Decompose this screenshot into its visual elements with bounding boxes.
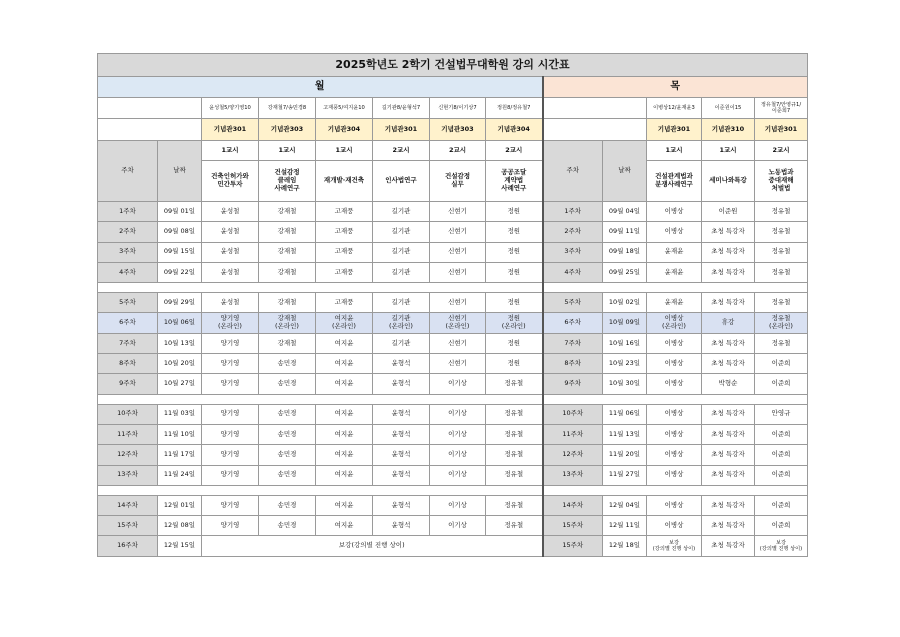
week-row	[98, 465, 808, 485]
thu-instructor: 이준희	[755, 354, 808, 374]
mon-subject: 건설감정 클레임 사례연구	[259, 161, 316, 202]
thu-instructor: 이병상	[647, 516, 702, 536]
thu-week: 15주차	[543, 516, 603, 536]
mon-instructor: 정원	[486, 262, 543, 282]
mon-week: 9주차	[98, 374, 158, 394]
week-row	[98, 202, 808, 222]
mon-instructor: 정원	[486, 222, 543, 242]
mon-instructor: 신현기 (온라인)	[430, 313, 486, 333]
mon-instructor: 고재풍	[316, 222, 373, 242]
thu-instructor: 정유철	[755, 293, 808, 313]
mon-instructor: 송민경	[259, 404, 316, 424]
thu-instructor: 이병상	[647, 465, 702, 485]
mon-date: 09월 22일	[158, 262, 202, 282]
thu-date: 11월 20일	[603, 445, 647, 465]
mon-period: 2교시	[486, 141, 543, 161]
thu-instructor: 이병상	[647, 333, 702, 353]
mon-instructor: 양기영	[202, 424, 259, 444]
mon-week: 2주차	[98, 222, 158, 242]
week-row	[98, 354, 808, 374]
mon-date: 09월 29일	[158, 293, 202, 313]
mon-instructor: 길기관	[373, 242, 430, 262]
blank-cell	[98, 119, 202, 141]
thu-instructor: 이병상	[647, 424, 702, 444]
mon-instructor: 길기관	[373, 293, 430, 313]
week-row	[98, 445, 808, 465]
mon-instructor: 신현기	[430, 202, 486, 222]
mon-instructor: 송민경	[259, 374, 316, 394]
mon-week: 1주차	[98, 202, 158, 222]
thu-professors: 정유철7/안영규1/ 이준희7	[755, 98, 808, 119]
mon-week: 7주차	[98, 333, 158, 353]
mon-instructor: 윤성철	[202, 242, 259, 262]
thu-instructor: 이준희	[755, 445, 808, 465]
mon-room: 기념관304	[486, 119, 543, 141]
mon-instructor: 송민경	[259, 495, 316, 515]
mon-instructor: 정유철	[486, 424, 543, 444]
mon-week: 4주차	[98, 262, 158, 282]
thu-week: 2주차	[543, 222, 603, 242]
mon-instructor: 정유철	[486, 465, 543, 485]
mon-date: 12월 01일	[158, 495, 202, 515]
mon-instructor: 길기관	[373, 202, 430, 222]
mon-instructor: 신현기	[430, 222, 486, 242]
mon-week: 13주차	[98, 465, 158, 485]
mon-instructor: 신현기	[430, 242, 486, 262]
thu-instructor: 이준희	[755, 516, 808, 536]
mon-instructor: 윤형석	[373, 374, 430, 394]
spacer	[98, 283, 543, 293]
spacer	[98, 485, 543, 495]
thu-period: 1교시	[702, 141, 755, 161]
thu-instructor: 이준희	[755, 465, 808, 485]
mon-period: 1교시	[259, 141, 316, 161]
thu-instructor: 초청 특강자	[702, 495, 755, 515]
week-row	[98, 333, 808, 353]
mon-instructor: 고재풍	[316, 293, 373, 313]
spacer	[543, 283, 808, 293]
mon-date: 12월 15일	[158, 536, 202, 556]
thu-subject: 세미나와특강	[702, 161, 755, 202]
thu-professors: 이병상12/윤재윤3	[647, 98, 702, 119]
mon-instructor: 여지윤	[316, 333, 373, 353]
mon-instructor: 이기상	[430, 445, 486, 465]
mon-subject: 인사법연구	[373, 161, 430, 202]
mon-week: 15주차	[98, 516, 158, 536]
week-row-online	[98, 313, 808, 333]
thu-week: 5주차	[543, 293, 603, 313]
title-row	[98, 54, 808, 77]
mon-subject: 공공조달 계약법 사례연구	[486, 161, 543, 202]
thu-date: 09월 18일	[603, 242, 647, 262]
mon-date: 09월 08일	[158, 222, 202, 242]
thu-week: 10주차	[543, 404, 603, 424]
thu-instructor: 정유철	[755, 242, 808, 262]
spacer	[98, 394, 543, 404]
thu-period: 1교시	[647, 141, 702, 161]
thu-date: 10월 16일	[603, 333, 647, 353]
mon-professors: 고재풍5/여지윤10	[316, 98, 373, 119]
thu-date: 11월 06일	[603, 404, 647, 424]
thu-subject: 노동법과 중대재해 처벌법	[755, 161, 808, 202]
mon-instructor: 정원	[486, 293, 543, 313]
mon-instructor: 강재철	[259, 222, 316, 242]
thu-week: 7주차	[543, 333, 603, 353]
mon-instructor: 고재풍	[316, 242, 373, 262]
mon-instructor: 양기영	[202, 354, 259, 374]
spacer-row	[98, 394, 808, 404]
mon-instructor: 정원	[486, 333, 543, 353]
thu-date: 10월 09일	[603, 313, 647, 333]
mon-instructor: 강재철	[259, 293, 316, 313]
mon-instructor: 이기상	[430, 374, 486, 394]
mon-instructor: 강재철	[259, 242, 316, 262]
thu-date: 10월 02일	[603, 293, 647, 313]
mon-instructor: 송민경	[259, 354, 316, 374]
thu-professors: 이준원이15	[702, 98, 755, 119]
mon-date: 12월 08일	[158, 516, 202, 536]
mon-period: 1교시	[316, 141, 373, 161]
thu-instructor: 이병상	[647, 354, 702, 374]
mon-period: 1교시	[202, 141, 259, 161]
thu-subject: 건설관계법과 분쟁사례연구	[647, 161, 702, 202]
thu-period: 2교시	[755, 141, 808, 161]
mon-instructor: 윤성철	[202, 293, 259, 313]
mon-instructor: 신현기	[430, 262, 486, 282]
mon-instructor: 윤성철	[202, 222, 259, 242]
week-header: 주차	[98, 141, 158, 202]
blank-cell	[543, 98, 647, 119]
mon-professors: 윤성철5/양기영10	[202, 98, 259, 119]
blank-cell	[543, 119, 647, 141]
mon-instructor: 송민경	[259, 445, 316, 465]
mon-week: 12주차	[98, 445, 158, 465]
thu-week: 8주차	[543, 354, 603, 374]
thu-instructor: 이병상	[647, 495, 702, 515]
thu-room: 기념관301	[647, 119, 702, 141]
mon-instructor: 윤형석	[373, 445, 430, 465]
day-monday: 월	[98, 77, 543, 98]
mon-date: 11월 24일	[158, 465, 202, 485]
mon-week: 11주차	[98, 424, 158, 444]
mon-instructor: 양기영	[202, 465, 259, 485]
spacer-row	[98, 485, 808, 495]
thu-week: 12주차	[543, 445, 603, 465]
timetable	[97, 53, 808, 557]
thu-instructor: 초청 특강자	[702, 354, 755, 374]
mon-period: 2교시	[373, 141, 430, 161]
mon-week: 10주차	[98, 404, 158, 424]
room-row	[98, 119, 808, 141]
thu-date: 09월 11일	[603, 222, 647, 242]
page-title: 2025학년도 2학기 건설법무대학원 강의 시간표	[98, 54, 808, 77]
week-row	[98, 516, 808, 536]
mon-instructor: 윤성철	[202, 262, 259, 282]
mon-week: 14주차	[98, 495, 158, 515]
mon-room: 기념관303	[259, 119, 316, 141]
mon-subject: 건축인허가와 민간투자	[202, 161, 259, 202]
mon-instructor: 여지윤	[316, 404, 373, 424]
mon-instructor: 이기상	[430, 424, 486, 444]
week-row	[98, 404, 808, 424]
mon-instructor: 이기상	[430, 516, 486, 536]
thu-week: 14주차	[543, 495, 603, 515]
thu-instructor: 초청 특강자	[702, 536, 755, 556]
thu-instructor: 이병상	[647, 404, 702, 424]
thu-instructor: 초청 특강자	[702, 293, 755, 313]
mon-professors: 강재철7/송민경8	[259, 98, 316, 119]
thu-date: 12월 11일	[603, 516, 647, 536]
mon-professors: 정원8/정유철7	[486, 98, 543, 119]
thu-instructor: 윤재윤	[647, 293, 702, 313]
mon-instructor: 여지윤	[316, 516, 373, 536]
mon-instructor: 송민경	[259, 516, 316, 536]
thu-instructor: 윤재윤	[647, 242, 702, 262]
mon-week: 5주차	[98, 293, 158, 313]
spacer	[543, 485, 808, 495]
mon-date: 11월 10일	[158, 424, 202, 444]
mon-instructor: 이기상	[430, 495, 486, 515]
mon-instructor: 정원 (온라인)	[486, 313, 543, 333]
thu-instructor: 윤재윤	[647, 262, 702, 282]
thu-instructor: 이준원	[702, 202, 755, 222]
thu-instructor: 정유철	[755, 262, 808, 282]
mon-date: 09월 15일	[158, 242, 202, 262]
thu-instructor: 초청 특강자	[702, 516, 755, 536]
mon-room: 기념관304	[316, 119, 373, 141]
mon-professors: 신현기8/이기상7	[430, 98, 486, 119]
thu-instructor: 이병상	[647, 222, 702, 242]
mon-instructor: 정원	[486, 242, 543, 262]
mon-instructor: 신현기	[430, 333, 486, 353]
subject-row	[98, 161, 808, 202]
week-row	[98, 424, 808, 444]
thu-instructor: 보강 (강의별 진행 상이)	[647, 536, 702, 556]
mon-instructor: 정유철	[486, 404, 543, 424]
week-row	[98, 536, 808, 556]
mon-instructor: 윤형석	[373, 354, 430, 374]
mon-period: 2교시	[430, 141, 486, 161]
mon-instructor: 정유철	[486, 445, 543, 465]
mon-subject: 재개발·재건축	[316, 161, 373, 202]
thu-date: 11월 13일	[603, 424, 647, 444]
mon-date: 11월 03일	[158, 404, 202, 424]
thu-room: 기념관310	[702, 119, 755, 141]
thu-instructor: 초청 특강자	[702, 404, 755, 424]
week-row	[98, 293, 808, 313]
thu-instructor: 이병상	[647, 202, 702, 222]
week-row	[98, 262, 808, 282]
mon-instructor: 고재풍	[316, 262, 373, 282]
mon-instructor: 여지윤	[316, 465, 373, 485]
mon-instructor: 양기영	[202, 333, 259, 353]
thu-instructor: 초청 특강자	[702, 242, 755, 262]
mon-date: 10월 27일	[158, 374, 202, 394]
thu-instructor: 정유철	[755, 202, 808, 222]
thu-instructor: 보강 (강의별 진행 상이)	[755, 536, 808, 556]
thu-date: 12월 18일	[603, 536, 647, 556]
spacer	[543, 394, 808, 404]
mon-date: 11월 17일	[158, 445, 202, 465]
thu-instructor: 초청 특강자	[702, 222, 755, 242]
mon-instructor: 길기관	[373, 262, 430, 282]
mon-instructor: 강재철	[259, 333, 316, 353]
mon-week: 8주차	[98, 354, 158, 374]
mon-subject: 건설감정 실무	[430, 161, 486, 202]
thu-date: 11월 27일	[603, 465, 647, 485]
mon-instructor: 양기영	[202, 404, 259, 424]
mon-instructor: 여지윤	[316, 445, 373, 465]
mon-week: 6주차	[98, 313, 158, 333]
thu-date: 09월 25일	[603, 262, 647, 282]
blank-cell	[98, 98, 202, 119]
mon-instructor: 신현기	[430, 293, 486, 313]
week-row	[98, 242, 808, 262]
period-row	[98, 141, 808, 161]
thu-instructor: 정유철	[755, 333, 808, 353]
mon-instructor: 정원	[486, 354, 543, 374]
mon-instructor: 강재철 (온라인)	[259, 313, 316, 333]
mon-instructor: 정유철	[486, 374, 543, 394]
mon-makeup-note: 보강(강의별 진행 상이)	[202, 536, 543, 556]
mon-date: 10월 20일	[158, 354, 202, 374]
mon-instructor: 정유철	[486, 495, 543, 515]
thu-week: 11주차	[543, 424, 603, 444]
mon-instructor: 윤형석	[373, 495, 430, 515]
mon-date: 10월 13일	[158, 333, 202, 353]
thu-instructor: 이병상	[647, 445, 702, 465]
mon-instructor: 여지윤 (온라인)	[316, 313, 373, 333]
mon-instructor: 송민경	[259, 465, 316, 485]
mon-instructor: 정유철	[486, 516, 543, 536]
mon-instructor: 윤형석	[373, 404, 430, 424]
thu-week: 4주차	[543, 262, 603, 282]
thu-instructor: 이준희	[755, 495, 808, 515]
mon-instructor: 강재철	[259, 262, 316, 282]
mon-instructor: 여지윤	[316, 424, 373, 444]
mon-instructor: 이기상	[430, 465, 486, 485]
mon-instructor: 윤형석	[373, 516, 430, 536]
thu-week: 1주차	[543, 202, 603, 222]
thu-instructor: 박형순	[702, 374, 755, 394]
mon-instructor: 여지윤	[316, 374, 373, 394]
thu-date: 10월 23일	[603, 354, 647, 374]
thu-week: 15주차	[543, 536, 603, 556]
mon-room: 기념관301	[373, 119, 430, 141]
mon-instructor: 윤형석	[373, 465, 430, 485]
thu-week: 3주차	[543, 242, 603, 262]
mon-instructor: 양기영	[202, 374, 259, 394]
thu-week: 6주차	[543, 313, 603, 333]
day-row	[98, 77, 808, 98]
thu-instructor: 이준희	[755, 424, 808, 444]
week-header: 주차	[543, 141, 603, 202]
mon-instructor: 양기영 (온라인)	[202, 313, 259, 333]
mon-room: 기념관301	[202, 119, 259, 141]
professor-row	[98, 98, 808, 119]
date-header: 날짜	[603, 141, 647, 202]
mon-instructor: 여지윤	[316, 495, 373, 515]
mon-room: 기념관303	[430, 119, 486, 141]
mon-instructor: 양기영	[202, 516, 259, 536]
thu-instructor: 초청 특강자	[702, 445, 755, 465]
mon-week: 3주차	[98, 242, 158, 262]
week-row	[98, 495, 808, 515]
mon-instructor: 여지윤	[316, 354, 373, 374]
thu-date: 10월 30일	[603, 374, 647, 394]
thu-instructor: 휴강	[702, 313, 755, 333]
mon-instructor: 송민경	[259, 424, 316, 444]
mon-instructor: 양기영	[202, 495, 259, 515]
spacer-row	[98, 283, 808, 293]
thu-instructor: 초청 특강자	[702, 424, 755, 444]
mon-instructor: 윤형석	[373, 424, 430, 444]
thu-instructor: 정유철 (온라인)	[755, 313, 808, 333]
week-row	[98, 222, 808, 242]
mon-instructor: 정원	[486, 202, 543, 222]
mon-instructor: 강재철	[259, 202, 316, 222]
mon-instructor: 이기상	[430, 404, 486, 424]
mon-instructor: 길기관	[373, 222, 430, 242]
mon-instructor: 양기영	[202, 445, 259, 465]
thu-instructor: 초청 특강자	[702, 333, 755, 353]
thu-instructor: 이병상	[647, 374, 702, 394]
day-thursday: 목	[543, 77, 808, 98]
thu-date: 09월 04일	[603, 202, 647, 222]
thu-instructor: 초청 특강자	[702, 465, 755, 485]
thu-week: 9주차	[543, 374, 603, 394]
thu-date: 12월 04일	[603, 495, 647, 515]
mon-instructor: 길기관	[373, 333, 430, 353]
mon-date: 10월 06일	[158, 313, 202, 333]
mon-date: 09월 01일	[158, 202, 202, 222]
thu-room: 기념관301	[755, 119, 808, 141]
mon-professors: 길기관8/윤형석7	[373, 98, 430, 119]
thu-instructor: 정유철	[755, 222, 808, 242]
thu-instructor: 이준희	[755, 374, 808, 394]
thu-instructor: 이병상 (온라인)	[647, 313, 702, 333]
mon-instructor: 윤성철	[202, 202, 259, 222]
mon-instructor: 신현기	[430, 354, 486, 374]
thu-instructor: 초청 특강자	[702, 262, 755, 282]
week-row	[98, 374, 808, 394]
date-header: 날짜	[158, 141, 202, 202]
mon-instructor: 고재풍	[316, 202, 373, 222]
thu-week: 13주차	[543, 465, 603, 485]
mon-instructor: 길기관 (온라인)	[373, 313, 430, 333]
mon-week: 16주차	[98, 536, 158, 556]
thu-instructor: 안영규	[755, 404, 808, 424]
